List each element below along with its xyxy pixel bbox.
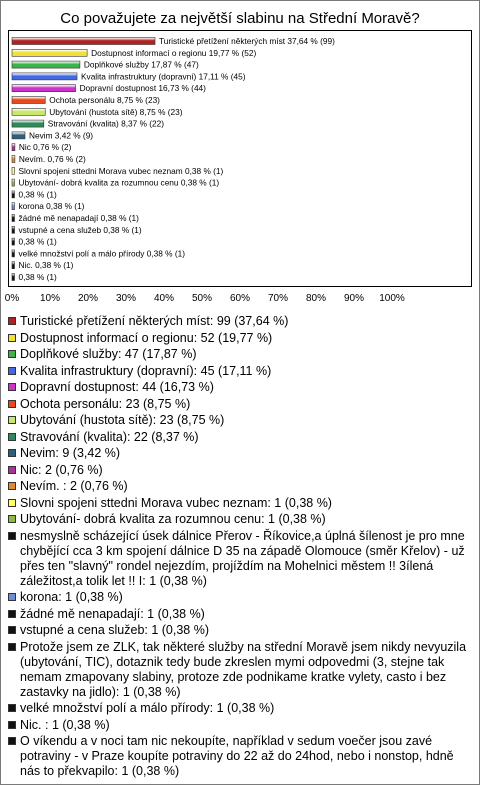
bar-label-2: Dostupnost informací o regionu 19,77 % (52) — [91, 47, 257, 58]
bar-4 — [12, 73, 77, 80]
legend-label: Ochota personálu: 23 (8,75 %) — [20, 396, 191, 411]
bar-2 — [12, 49, 87, 56]
legend-swatch — [8, 721, 16, 729]
bar-label-19: velké množství polí a málo přírody 0,38 % (1) — [18, 248, 185, 259]
bar-18 — [12, 238, 15, 245]
legend-swatch — [8, 433, 16, 441]
legend-swatch — [8, 626, 16, 634]
bar-label-7: Ubytování (hustota sítě) 8,75 % (23) — [49, 106, 183, 117]
legend-label: Nevim: 9 (3,42 %) — [20, 446, 121, 460]
bar-11 — [12, 156, 15, 163]
legend-item — [8, 734, 473, 779]
legend-label: Nic: 2 (0,76 %) — [20, 462, 103, 477]
legend-item — [8, 463, 473, 478]
legend-label: O víkendu a v noci tam nic nekoupíte, například v sedum voečer jsou zavé potraviny - v Praze koupíte potraviny do 22 až do 24hod, nebo i nonstop, hdně nás to překvapilo: 1 (0,38 %) — [20, 734, 454, 778]
bar-17 — [12, 226, 15, 233]
legend-label: Protože jsem ze ZLK, tak některé služby na střední Moravě jsem nikdy nevyuzila (ubytování, TIC), dotaznik tedy bude zkreslen mymi odpovedmi (3, stejne tak nemam zmapovany slabiny, protoze zde podnikame kratke vylety, casto i bez zastavky na jidlo): 1 (0,38 %) — [20, 639, 467, 699]
legend-swatch — [8, 482, 16, 490]
bar-label-9: Nevim 3,42 % (9) — [28, 130, 94, 141]
bar-21 — [12, 274, 15, 281]
legend-item — [8, 496, 473, 511]
legend-label: žádné mě nenapadají: 1 (0,38 %) — [20, 606, 205, 621]
bar-chart — [0, 0, 480, 310]
x-tick-label-2: 20% — [77, 293, 99, 304]
legend-swatch — [8, 383, 16, 391]
legend-label: Stravování (kvalita): 22 (8,37 %) — [20, 429, 199, 444]
legend-swatch — [8, 499, 16, 507]
legend-swatch — [8, 532, 16, 540]
bar-label-4: Kvalita infrastruktury (dopravní) 17,11 % (45) — [81, 71, 246, 82]
legend-swatch — [8, 416, 16, 424]
legend-item — [8, 640, 473, 700]
legend-item — [8, 512, 473, 527]
bar-label-12: Slovni spojeni sttedni Morava vubec neznam 0,38 % (1) — [18, 165, 224, 176]
legend-label: nesmyslně scházející úsek dálnice Přerov - Říkovice,a úplná šílenost je pro mne chybějící cca 3 km spojení dálnice D 35 na západě Olomouce (směr Křelov) - už přes ten "slavný" rondel nejezdím, projíždím na Mohelnici městem !! 3ílená záležitost,a tolik let !! I: 1 (0,38 %) — [20, 528, 465, 588]
legend-label: Turistické přetížení některých míst: 99 (37,64 %) — [20, 314, 289, 328]
legend-item — [8, 397, 473, 412]
legend-swatch — [8, 515, 16, 523]
legend-swatch — [8, 317, 16, 325]
bar-15 — [12, 203, 15, 210]
legend-swatch — [8, 350, 16, 358]
x-tick-label-10: 100% — [379, 293, 405, 304]
legend-item — [8, 380, 473, 395]
legend-label: Dostupnost informací o regionu: 52 (19,77 %) — [20, 330, 273, 345]
bar-10 — [12, 144, 15, 151]
legend-item — [8, 331, 473, 346]
legend-item — [8, 701, 473, 716]
bar-19 — [12, 250, 15, 257]
bar-6 — [12, 97, 45, 104]
legend-label: Doplňkové služby: 47 (17,87 %) — [20, 347, 197, 361]
legend — [8, 314, 473, 781]
legend-swatch — [8, 704, 16, 712]
bar-label-16: žádné mě nenapadají 0,38 % (1) — [18, 213, 139, 223]
legend-item — [8, 590, 473, 605]
x-tick-label-6: 60% — [229, 293, 251, 304]
legend-label: Nevím. : 2 (0,76 %) — [20, 479, 128, 493]
legend-item — [8, 529, 473, 589]
legend-swatch — [8, 400, 16, 408]
legend-item — [8, 314, 473, 329]
bar-3 — [12, 61, 80, 68]
bar-8 — [12, 120, 44, 127]
bar-16 — [12, 215, 15, 222]
legend-item — [8, 623, 473, 638]
legend-label: Kvalita infrastruktury (dopravní): 45 (17,11 %) — [20, 363, 272, 378]
legend-swatch — [8, 643, 16, 651]
x-tick-label-5: 50% — [191, 293, 213, 304]
x-tick-label-3: 30% — [115, 293, 137, 304]
chart-title: Co považujete za největší slabinu na Střední Moravě? — [60, 10, 420, 27]
bar-label-11: Nevím. 0,76 % (2) — [18, 154, 86, 164]
bar-label-3: Doplňkové služby 17,87 % (47) — [83, 59, 199, 70]
legend-label: Dopravní dostupnost: 44 (16,73 %) — [20, 380, 214, 394]
bar-7 — [12, 108, 45, 115]
legend-swatch — [8, 334, 16, 342]
legend-label: korona: 1 (0,38 %) — [20, 590, 123, 604]
bar-label-8: Stravování (kvalita) 8,37 % (22) — [47, 118, 165, 129]
legend-label: velké množství polí a málo přírody: 1 (0,38 %) — [20, 701, 275, 715]
legend-item — [8, 347, 473, 362]
bar-label-5: Dopravní dostupnost 16,73 % (44) — [79, 83, 206, 94]
legend-item — [8, 446, 473, 461]
legend-label: Slovni spojeni sttedni Morava vubec neznam: 1 (0,38 %) — [20, 495, 332, 510]
x-tick-label-8: 80% — [305, 293, 327, 304]
legend-item — [8, 430, 473, 445]
legend-label: vstupné a cena služeb: 1 (0,38 %) — [20, 623, 210, 637]
bar-9 — [12, 132, 25, 139]
legend-swatch — [8, 593, 16, 601]
legend-swatch — [8, 610, 16, 618]
x-tick-label-0: 0% — [4, 293, 20, 304]
bar-label-10: Nic 0,76 % (2) — [18, 142, 72, 153]
legend-label: Ubytování- dobrá kvalita za rozumnou cenu: 1 (0,38 %) — [20, 512, 326, 526]
bar-label-6: Ochota personálu 8,75 % (23) — [49, 95, 160, 105]
legend-item — [8, 413, 473, 428]
bar-20 — [12, 262, 15, 269]
bar-1 — [12, 38, 155, 45]
legend-item — [8, 607, 473, 622]
bar-label-14: 0,38 % (1) — [18, 189, 57, 200]
bar-label-18: 0,38 % (1) — [18, 236, 57, 247]
legend-swatch — [8, 466, 16, 474]
legend-item — [8, 718, 473, 733]
x-tick-label-9: 90% — [343, 293, 365, 304]
legend-swatch — [8, 449, 16, 457]
bar-12 — [12, 167, 15, 174]
x-tick-label-4: 40% — [153, 293, 175, 304]
legend-label: Nic. : 1 (0,38 %) — [20, 717, 110, 732]
bar-5 — [12, 85, 76, 92]
bar-13 — [12, 179, 15, 186]
legend-swatch — [8, 737, 16, 745]
bar-label-17: vstupné a cena služeb 0,38 % (1) — [18, 224, 142, 235]
legend-swatch — [8, 367, 16, 375]
bar-label-20: Nic. 0,38 % (1) — [18, 260, 74, 271]
bar-label-13: Ubytování- dobrá kvalita za rozumnou cenu 0,38 % (1) — [18, 177, 220, 188]
bar-label-1: Turistické přetížení některých míst 37,64 % (99) — [159, 36, 335, 46]
x-tick-label-1: 10% — [39, 293, 61, 304]
legend-label: Ubytování (hustota sítě): 23 (8,75 %) — [20, 413, 225, 427]
bar-label-15: korona 0,38 % (1) — [18, 201, 85, 212]
legend-item — [8, 364, 473, 379]
bar-14 — [12, 191, 15, 198]
legend-item — [8, 479, 473, 494]
x-tick-label-7: 70% — [267, 293, 289, 304]
bar-label-21: 0,38 % (1) — [18, 272, 57, 282]
